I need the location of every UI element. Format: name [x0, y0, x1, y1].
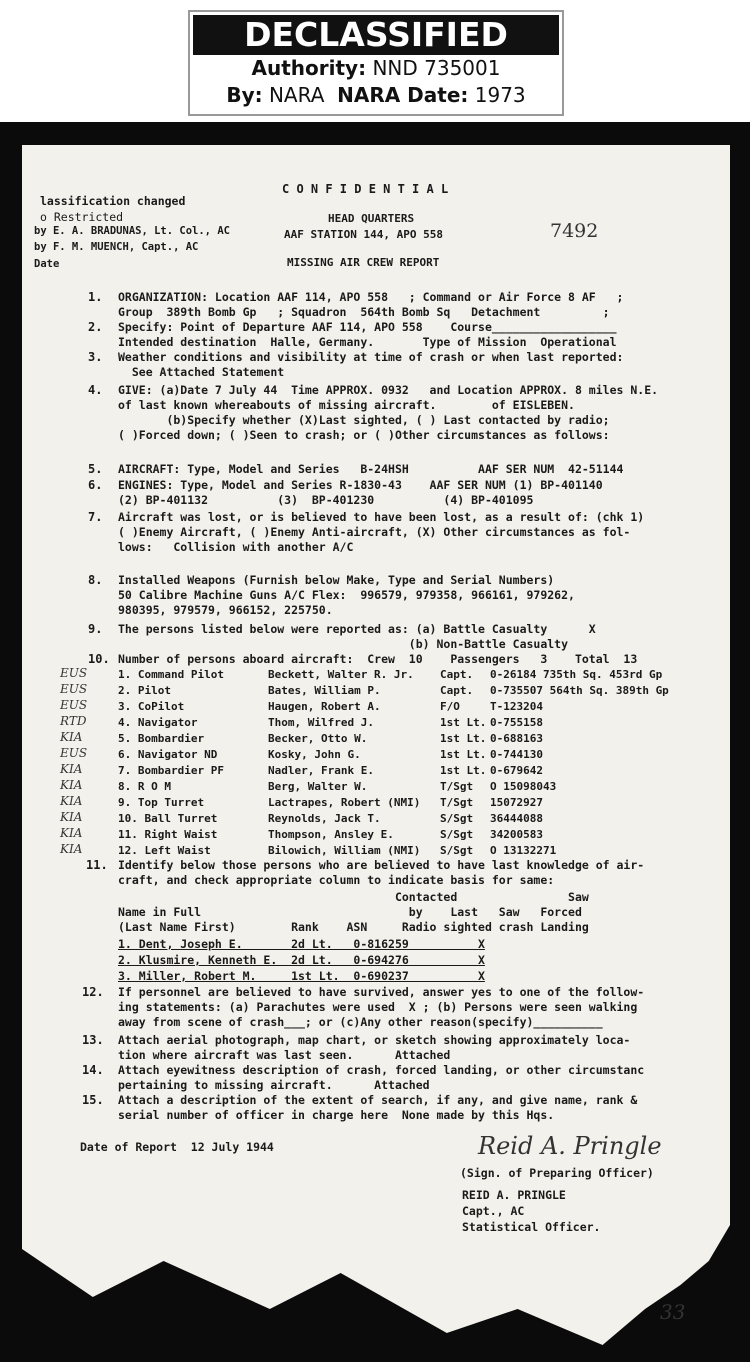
crew-pos: 8. R O M [118, 780, 171, 793]
crew-sn: O 15098043 [490, 780, 557, 793]
crew-pos: 6. Navigator ND [118, 748, 218, 761]
crew-pos: 10. Ball Turret [118, 812, 218, 825]
margin-note: EUS [60, 698, 88, 712]
crew-rank: 1st Lt. [440, 764, 487, 777]
item-line: Number of persons aboard aircraft: Crew 10 Passengers 3 Total 13 [118, 652, 638, 666]
crew-pos: 7. Bombardier PF [118, 764, 224, 777]
crew-rank: S/Sgt [440, 828, 474, 841]
crew-pos: 4. Navigator [118, 716, 198, 729]
item-line: ORGANIZATION: Location AAF 114, APO 558 ; Command or Air Force 8 AF ; [118, 290, 624, 304]
item-11-column-head-2: Name in Full by Last Saw Forced [118, 905, 582, 919]
margin-note: EUS [60, 682, 88, 696]
item-number: 10. [88, 652, 110, 666]
crew-rank: S/Sgt [440, 844, 474, 857]
item-line: Aircraft was lost, or is believed to have been lost, as a result of: (chk 1) [118, 510, 645, 524]
item-number: 15. [82, 1093, 104, 1107]
item-number: 14. [82, 1063, 104, 1077]
item-line: Attach eyewitness description of crash, forced landing, or other circumstanc [118, 1063, 645, 1077]
item-line: Intended destination Halle, Germany. Type of Mission Operational [118, 335, 617, 349]
witness-row: 1. Dent, Joseph E. 2d Lt. 0-816259 X [118, 937, 485, 951]
item-line: (b)Specify whether (X)Last sighted, ( ) Last contacted by radio; [118, 413, 610, 427]
document-number: 7492 [550, 220, 599, 242]
item-line: ing statements: (a) Parachutes were used X ; (b) Persons were seen walking [118, 1000, 638, 1014]
crew-name: Bilowich, William (NMI) [268, 844, 421, 857]
crew-rank: 1st Lt. [440, 732, 487, 745]
item-line: lows: Collision with another A/C [118, 540, 354, 554]
crew-rank: 1st Lt. [440, 716, 487, 729]
crew-name: Berg, Walter W. [268, 780, 368, 793]
crew-name: Thompson, Ansley E. [268, 828, 394, 841]
item-number: 7. [88, 510, 103, 524]
signature-label: (Sign. of Preparing Officer) [460, 1166, 654, 1180]
item-line: See Attached Statement [118, 365, 285, 379]
margin-note: RTD [60, 714, 87, 728]
item-number: 12. [82, 985, 104, 999]
crew-name: Kosky, John G. [268, 748, 361, 761]
item-number: 4. [88, 383, 103, 397]
item-11-column-head-3: (Last Name First) Rank ASN Radio sighted crash Landing [118, 920, 589, 934]
crew-sn: 0-26184 735th Sq. 453rd Gp [490, 668, 663, 681]
crew-sn: O 13132271 [490, 844, 557, 857]
crew-sn: 0-735507 564th Sq. 389th Gp [490, 684, 669, 697]
item-line: tion where aircraft was last seen. Attached [118, 1048, 451, 1062]
changed-date: Date [34, 258, 60, 270]
witness-row: 3. Miller, Robert M. 1st Lt. 0-690237 X [118, 969, 485, 983]
item-line: Installed Weapons (Furnish below Make, Type and Serial Numbers) [118, 573, 555, 587]
crew-pos: 1. Command Pilot [118, 668, 224, 681]
item-number: 5. [88, 462, 103, 476]
item-number: 8. [88, 573, 103, 587]
crew-sn: 0-679642 [490, 764, 543, 777]
date-of-report: Date of Report 12 July 1944 [80, 1140, 274, 1154]
item-line: GIVE: (a)Date 7 July 44 Time APPROX. 0932 and Location APPROX. 8 miles N.E. [118, 383, 659, 397]
officer-rank: Capt., AC [462, 1204, 525, 1218]
confidential-marking: C O N F I D E N T I A L [282, 182, 449, 196]
crew-sn: 15072927 [490, 796, 543, 809]
report-title: MISSING AIR CREW REPORT [287, 256, 440, 269]
station-label: AAF STATION 144, APO 558 [284, 228, 443, 241]
crew-name: Nadler, Frank E. [268, 764, 374, 777]
crew-pos: 2. Pilot [118, 684, 171, 697]
item-line: If personnel are believed to have survived, answer yes to one of the follow- [118, 985, 645, 999]
margin-note: KIA [60, 794, 83, 808]
item-line: ( )Forced down; ( )Seen to crash; or ( )Other circumstances as follows: [118, 428, 610, 442]
crew-name: Bates, William P. [268, 684, 381, 697]
classification-changed: lassification changed [40, 194, 186, 208]
page-mark: 33 [660, 1300, 686, 1324]
crew-pos: 9. Top Turret [118, 796, 205, 809]
item-line: ENGINES: Type, Model and Series R-1830-43 AAF SER NUM (1) BP-401140 [118, 478, 603, 492]
crew-rank: T/Sgt [440, 796, 474, 809]
crew-rank: Capt. [440, 684, 474, 697]
item-line: Specify: Point of Departure AAF 114, APO 558 Course__________________ [118, 320, 617, 334]
item-line: away from scene of crash___; or (c)Any other reason(specify)__________ [118, 1015, 603, 1029]
stamp-title: DECLASSIFIED [193, 15, 559, 55]
margin-note: EUS [60, 746, 88, 760]
margin-note: KIA [60, 778, 83, 792]
crew-rank: 1st Lt. [440, 748, 487, 761]
item-line: Group 389th Bomb Gp ; Squadron 564th Bomb Sq Detachment ; [118, 305, 610, 319]
crew-pos: 5. Bombardier [118, 732, 205, 745]
crew-pos: 12. Left Waist [118, 844, 211, 857]
crew-rank: S/Sgt [440, 812, 474, 825]
item-number: 6. [88, 478, 103, 492]
crew-name: Beckett, Walter R. Jr. [268, 668, 414, 681]
officer-name: REID A. PRINGLE [462, 1188, 566, 1202]
officer-title: Statistical Officer. [462, 1220, 601, 1234]
item-11-number: 11. [86, 858, 108, 872]
stamp-authority: Authority: NND 735001 [251, 56, 501, 80]
item-line: ( )Enemy Aircraft, ( )Enemy Anti-aircraft, (X) Other circumstances as fol- [118, 525, 631, 539]
item-line: pertaining to missing aircraft. Attached [118, 1078, 430, 1092]
crew-sn: 0-688163 [490, 732, 543, 745]
stamp-by: By: NARA NARA Date: 1973 [226, 83, 526, 107]
crew-rank: T/Sgt [440, 780, 474, 793]
margin-note: KIA [60, 826, 83, 840]
item-line: Attach aerial photograph, map chart, or sketch showing approximately loca- [118, 1033, 631, 1047]
crew-sn: 36444088 [490, 812, 543, 825]
item-11-line-2: craft, and check appropriate column to indicate basis for same: [118, 873, 555, 887]
changed-by-1: by E. A. BRADUNAS, Lt. Col., AC [34, 225, 230, 237]
item-line: The persons listed below were reported as: (a) Battle Casualty X [118, 622, 596, 636]
item-number: 2. [88, 320, 103, 334]
crew-name: Lactrapes, Robert (NMI) [268, 796, 421, 809]
crew-rank: F/O [440, 700, 460, 713]
margin-note: KIA [60, 762, 83, 776]
item-line: Attach a description of the extent of search, if any, and give name, rank & [118, 1093, 638, 1107]
item-number: 13. [82, 1033, 104, 1047]
crew-pos: 11. Right Waist [118, 828, 218, 841]
crew-sn: 0-755158 [490, 716, 543, 729]
item-line: 980395, 979579, 966152, 225750. [118, 603, 333, 617]
item-line: (b) Non-Battle Casualty [118, 637, 569, 651]
item-line: 50 Calibre Machine Guns A/C Flex: 996579, 979358, 966161, 979262, [118, 588, 575, 602]
crew-name: Reynolds, Jack T. [268, 812, 381, 825]
item-line: (2) BP-401132 (3) BP-401230 (4) BP-401095 [118, 493, 534, 507]
changed-by-2: by F. M. MUENCH, Capt., AC [34, 241, 199, 253]
crew-pos: 3. CoPilot [118, 700, 185, 713]
item-line: Weather conditions and visibility at time of crash or when last reported: [118, 350, 624, 364]
crew-name: Haugen, Robert A. [268, 700, 381, 713]
item-line: serial number of officer in charge here None made by this Hqs. [118, 1108, 555, 1122]
item-11-line-1: Identify below those persons who are believed to have last knowledge of air- [118, 858, 645, 872]
officer-signature: Reid A. Pringle [478, 1132, 662, 1160]
crew-sn: T-123204 [490, 700, 543, 713]
margin-note: KIA [60, 810, 83, 824]
witness-row: 2. Klusmire, Kenneth E. 2d Lt. 0-694276 X [118, 953, 485, 967]
crew-sn: 34200583 [490, 828, 543, 841]
crew-name: Becker, Otto W. [268, 732, 368, 745]
crew-name: Thom, Wilfred J. [268, 716, 374, 729]
crew-rank: Capt. [440, 668, 474, 681]
margin-note: EUS [60, 666, 88, 680]
item-number: 1. [88, 290, 103, 304]
classification-to: o Restricted [40, 210, 124, 224]
item-number: 3. [88, 350, 103, 364]
item-number: 9. [88, 622, 103, 636]
hq-label: HEAD QUARTERS [328, 212, 415, 225]
margin-note: KIA [60, 842, 83, 856]
item-line: AIRCRAFT: Type, Model and Series B-24HSH AAF SER NUM 42-51144 [118, 462, 624, 476]
margin-note: KIA [60, 730, 83, 744]
item-11-column-head-1: Contacted Saw [118, 890, 589, 904]
crew-sn: 0-744130 [490, 748, 543, 761]
declassified-stamp [188, 10, 564, 116]
item-line: of last known whereabouts of missing aircraft. of EISLEBEN. [118, 398, 575, 412]
